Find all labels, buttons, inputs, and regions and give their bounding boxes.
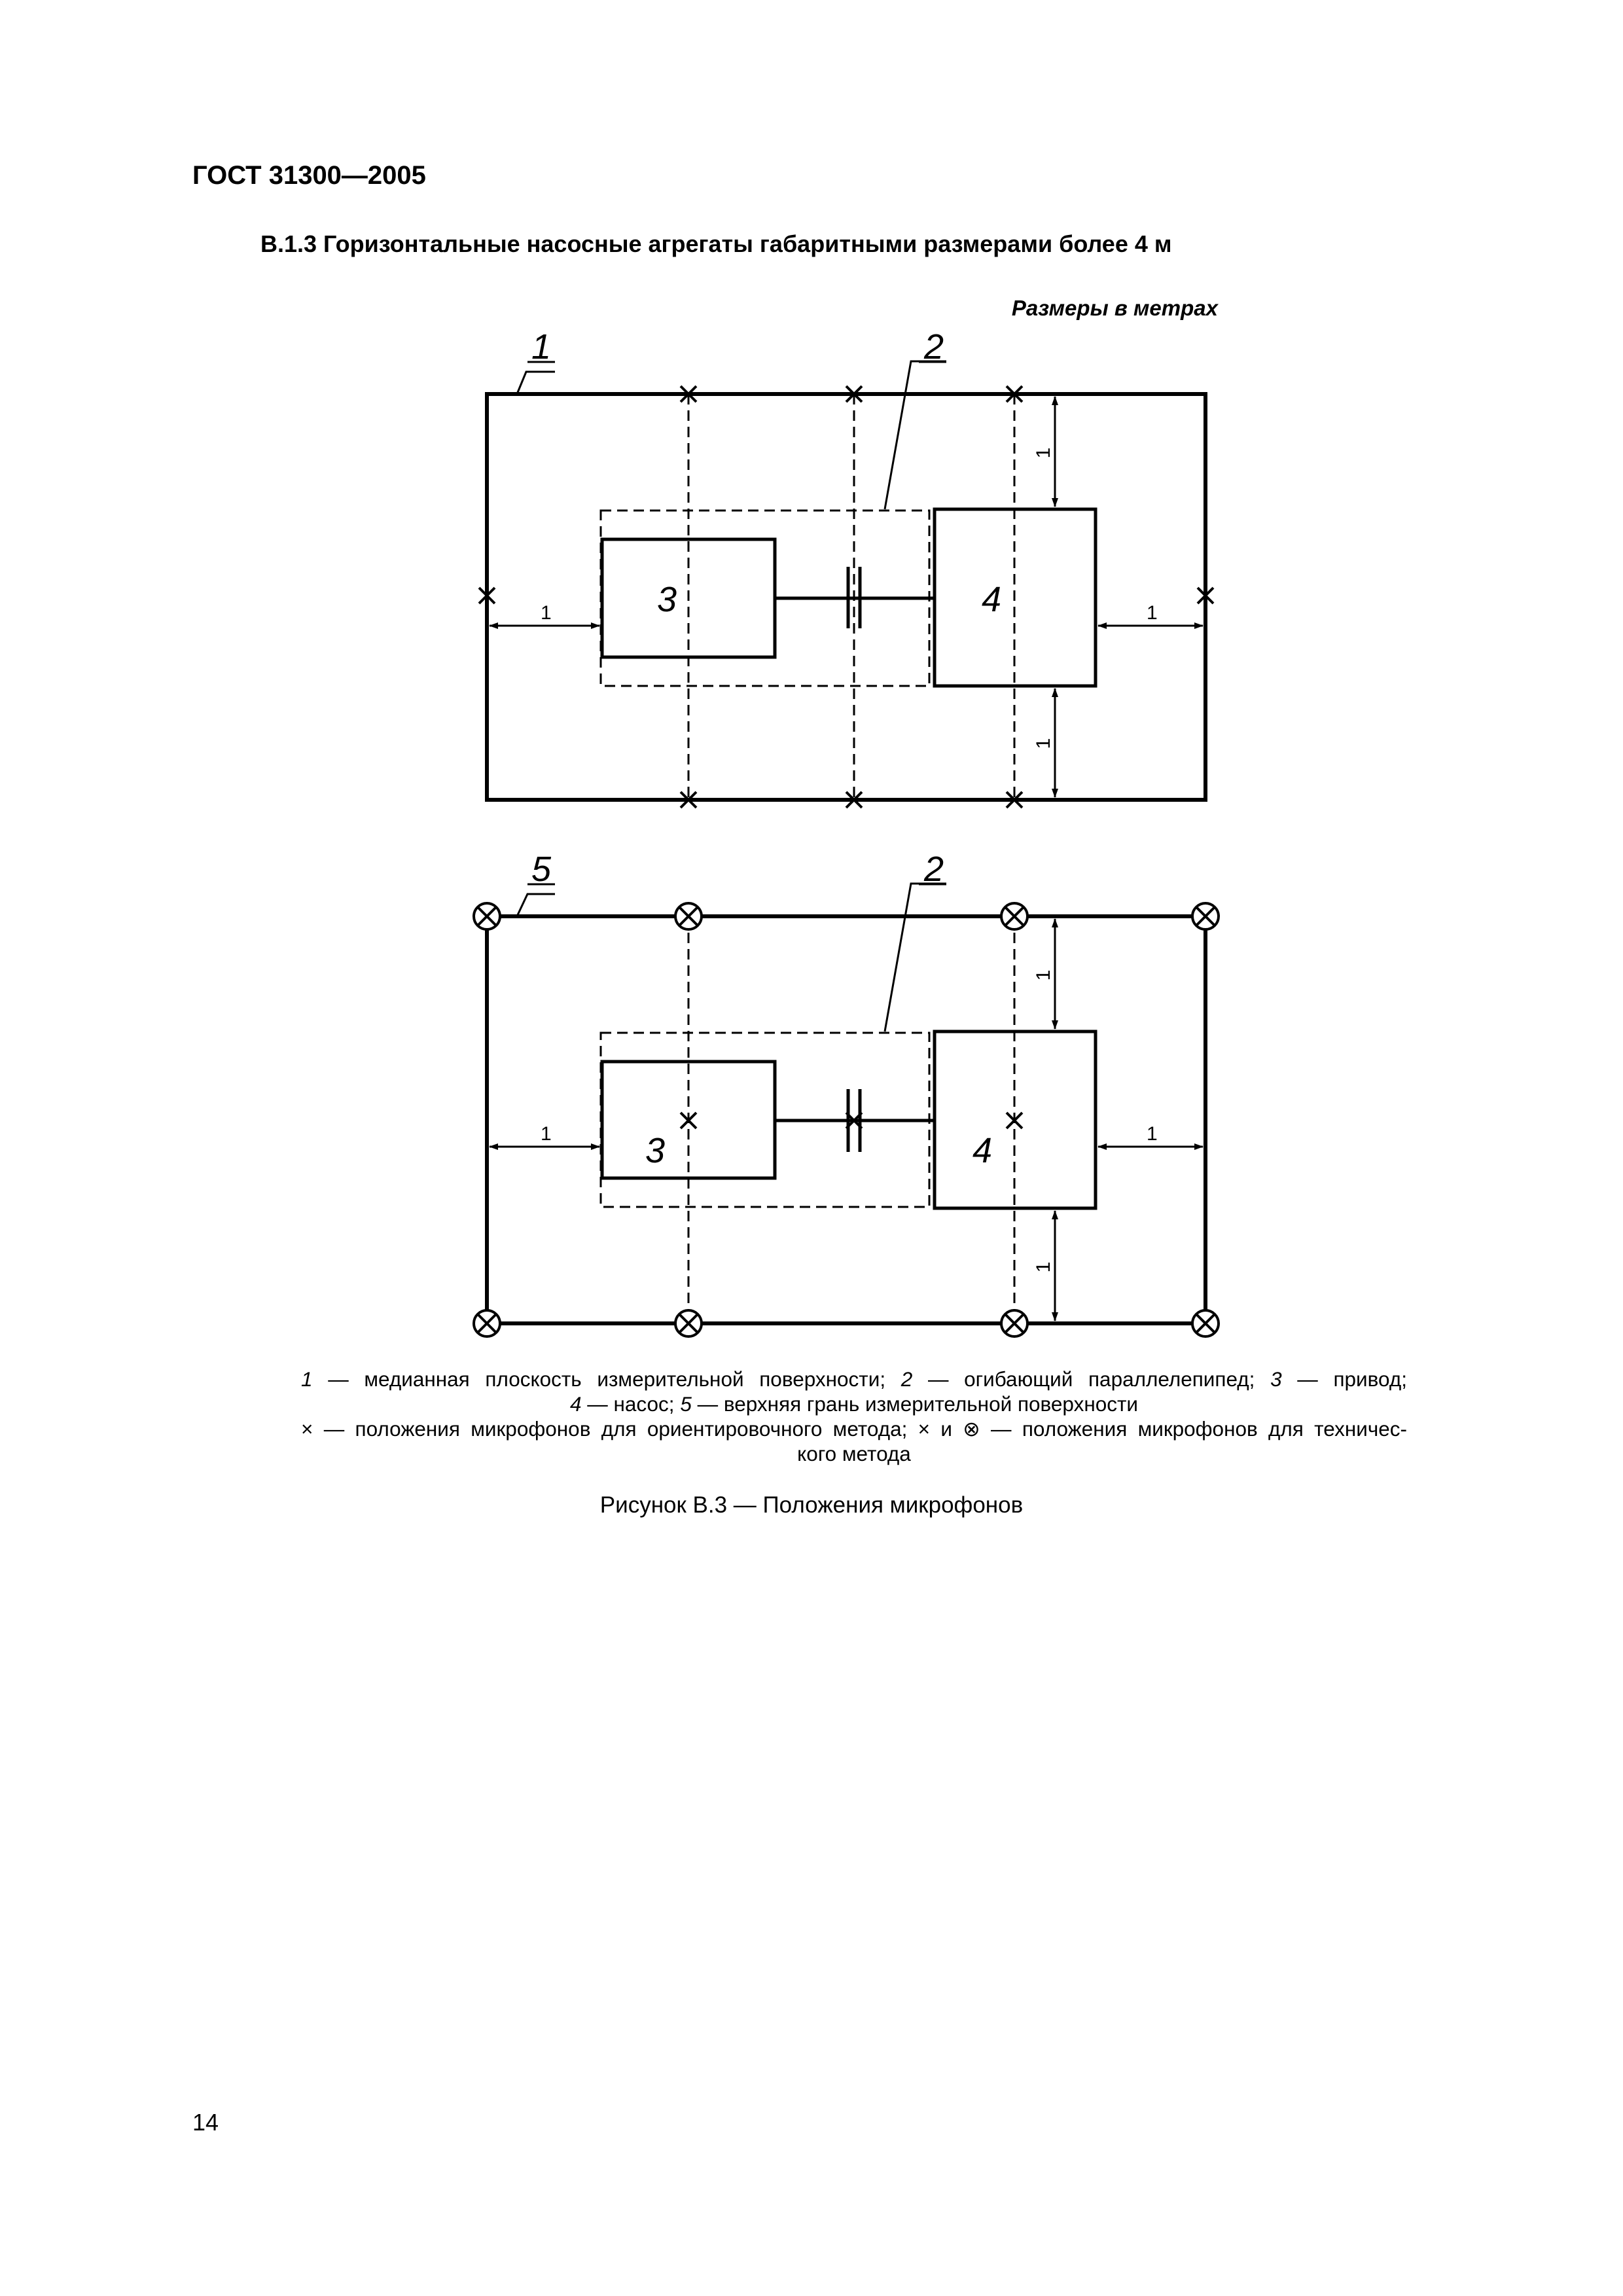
legend-text-1: — медианная плоскость измерительной поверхности; bbox=[312, 1367, 901, 1391]
figure-title: Рисунок В.3 — Положения микрофонов bbox=[599, 1492, 1024, 1518]
legend-text-2: — огибающий параллелепипед; bbox=[912, 1367, 1271, 1391]
legend-line-1 bbox=[301, 1367, 1407, 1391]
legend-num-5: 5 bbox=[680, 1392, 692, 1416]
dim-bottom: 1 bbox=[1033, 738, 1054, 749]
label-top-face: 5 bbox=[531, 850, 552, 889]
dim-right-bottom: 1 bbox=[1147, 1123, 1158, 1145]
legend-line-2 bbox=[301, 1391, 1407, 1416]
legend-num-3: 3 bbox=[1270, 1367, 1282, 1391]
leader-1 bbox=[517, 372, 555, 394]
label-envelope-bottom: 2 bbox=[924, 850, 944, 889]
leader-2 bbox=[885, 361, 946, 509]
legend-num-1: 1 bbox=[301, 1367, 313, 1391]
label-envelope: 2 bbox=[924, 327, 944, 367]
legend-text-3: — привод; bbox=[1281, 1367, 1407, 1391]
figure-legend bbox=[301, 1367, 1407, 1466]
legend-text-5: — верхняя грань измерительной поверхности bbox=[691, 1392, 1139, 1416]
dim-bottom-bottom: 1 bbox=[1033, 1261, 1054, 1273]
bottom-diagram bbox=[474, 884, 1219, 1336]
document-header: ГОСТ 31300—2005 bbox=[192, 161, 426, 190]
dim-left-bottom: 1 bbox=[541, 1123, 552, 1145]
legend-line-4: кого метода bbox=[797, 1442, 911, 1465]
label-drive: 3 bbox=[657, 580, 677, 619]
dim-top-bottom: 1 bbox=[1033, 969, 1054, 981]
label-pump: 4 bbox=[982, 580, 1002, 619]
legend-text-4: — насос; bbox=[581, 1392, 681, 1416]
label-drive-bottom: 3 bbox=[645, 1131, 666, 1170]
dim-right: 1 bbox=[1147, 602, 1158, 624]
label-pump-bottom: 4 bbox=[972, 1131, 993, 1170]
dim-left: 1 bbox=[541, 602, 552, 624]
legend-num-2: 2 bbox=[901, 1367, 913, 1391]
dim-top: 1 bbox=[1033, 447, 1054, 459]
legend-line-3: × — положения микрофонов для ориентировочного метода; × и ⊗ — положения микрофонов для техничес- bbox=[301, 1417, 1407, 1441]
top-diagram bbox=[479, 361, 1213, 808]
page-number: 14 bbox=[192, 2109, 219, 2136]
legend-num-4: 4 bbox=[569, 1392, 582, 1416]
label-measurement-surface: 1 bbox=[531, 327, 552, 367]
units-note: Размеры в метрах bbox=[1011, 296, 1218, 320]
section-title: В.1.3 Горизонтальные насосные агрегаты габаритными размерами более 4 м bbox=[260, 230, 1172, 257]
